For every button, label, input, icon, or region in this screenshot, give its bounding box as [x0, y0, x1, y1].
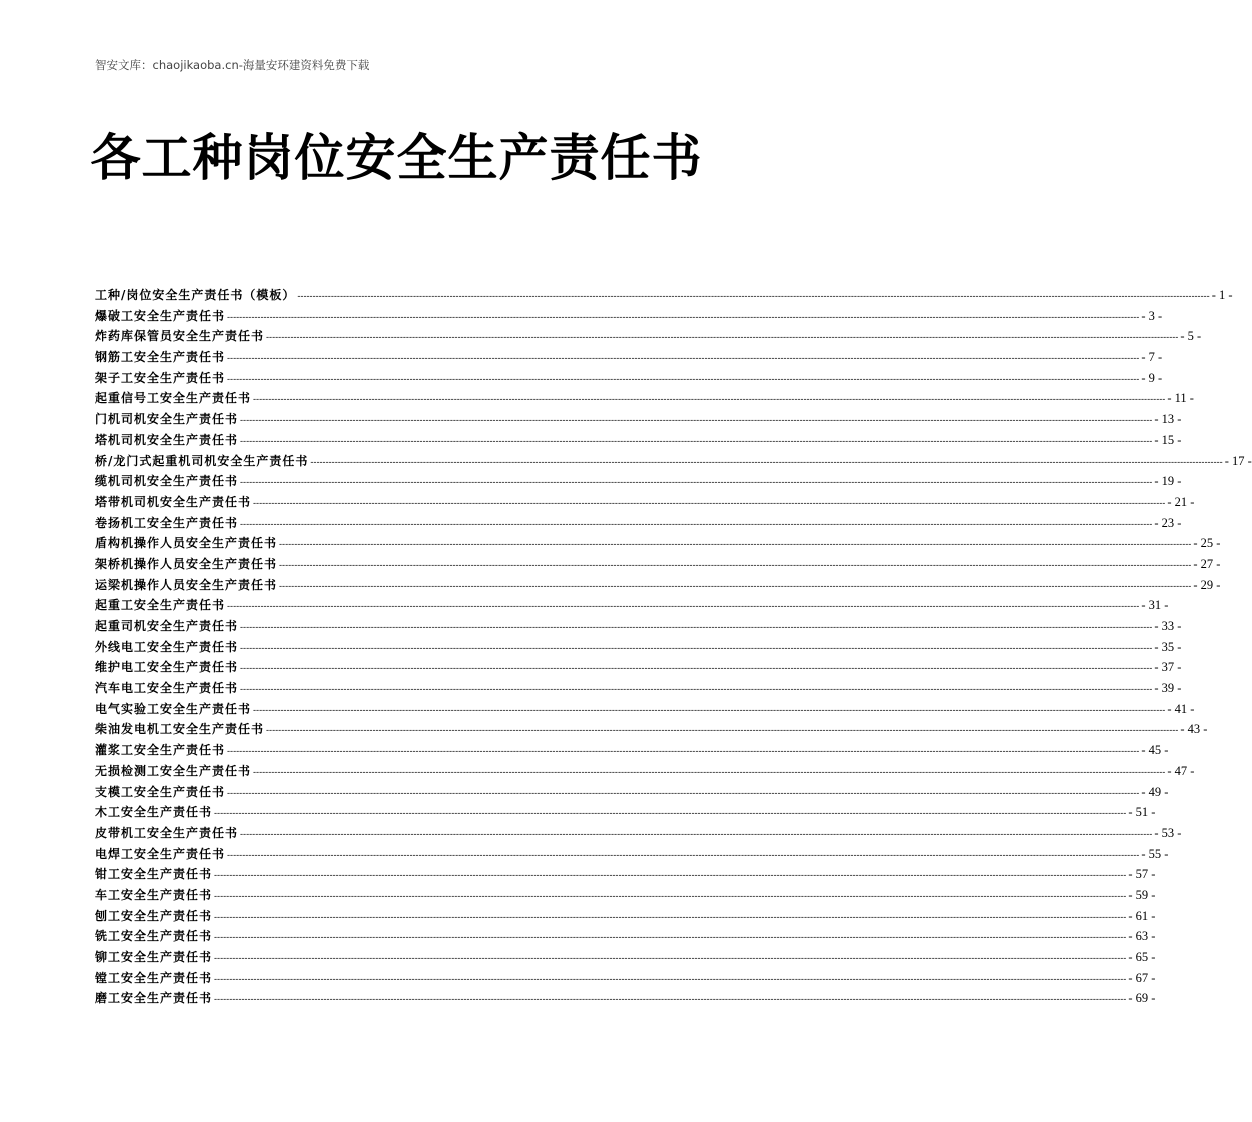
- toc-page-number: - 57 -: [1128, 867, 1156, 882]
- toc-page-number: - 3 -: [1141, 308, 1163, 323]
- toc-page-number: - 67 -: [1128, 970, 1156, 985]
- toc-leader-dots: ------------------------------------------------------------------------------------------------------------------------------------------------------------------------------------------------------------------------------------------------------------------------------------------------------------: [214, 995, 1127, 1006]
- toc-entry[interactable]: [95, 740, 1169, 761]
- toc-leader-dots: ------------------------------------------------------------------------------------------------------------------------------------------------------------------------------------------------------------------------------------------------------------------------------------------------------------: [240, 623, 1153, 633]
- toc-entry-label: 电气实验工安全生产责任书: [95, 701, 252, 716]
- toc-entry[interactable]: [95, 699, 1195, 720]
- toc-page-number: - 33 -: [1154, 619, 1182, 633]
- toc-entry-label: 起重工安全生产责任书: [95, 598, 226, 613]
- toc-entry-label: 镗工安全生产责任书: [95, 970, 213, 985]
- toc-leader-dots: ------------------------------------------------------------------------------------------------------------------------------------------------------------------------------------------------------------------------------------------------------------------------------------------------------------: [253, 705, 1166, 716]
- toc-entry[interactable]: [95, 802, 1156, 823]
- toc-leader-dots: ------------------------------------------------------------------------------------------------------------------------------------------------------------------------------------------------------------------------------------------------------------------------------------------------------------: [227, 374, 1140, 385]
- toc-page-number: - 13 -: [1154, 412, 1182, 427]
- toc-entry-label: 塔带机司机安全生产责任书: [95, 494, 252, 509]
- toc-entry-label: 铆工安全生产责任书: [95, 950, 213, 964]
- toc-entry[interactable]: [95, 719, 1208, 740]
- toc-page-number: - 53 -: [1154, 825, 1182, 840]
- toc-entry[interactable]: [95, 451, 1252, 472]
- toc-leader-dots: ------------------------------------------------------------------------------------------------------------------------------------------------------------------------------------------------------------------------------------------------------------------------------------------------------------: [266, 333, 1179, 344]
- toc-leader-dots: ------------------------------------------------------------------------------------------------------------------------------------------------------------------------------------------------------------------------------------------------------------------------------------------------------------: [240, 478, 1153, 489]
- toc-entry-label: 门机司机安全生产责任书: [95, 412, 239, 427]
- toc-page-number: - 41 -: [1167, 701, 1195, 716]
- toc-entry-label: 运梁机操作人员安全生产责任书: [95, 577, 278, 592]
- toc-leader-dots: ------------------------------------------------------------------------------------------------------------------------------------------------------------------------------------------------------------------------------------------------------------------------------------------------------------: [214, 974, 1127, 985]
- toc-leader-dots: ------------------------------------------------------------------------------------------------------------------------------------------------------------------------------------------------------------------------------------------------------------------------------------------------------------: [240, 519, 1153, 530]
- toc-entry-label: 卷扬机工安全生产责任书: [95, 515, 239, 530]
- toc-entry[interactable]: [95, 409, 1182, 430]
- toc-entry[interactable]: [95, 368, 1163, 389]
- toc-entry[interactable]: [95, 306, 1163, 327]
- toc-entry-label: 皮带机工安全生产责任书: [95, 825, 239, 840]
- toc-entry-label: 汽车电工安全生产责任书: [95, 681, 239, 696]
- toc-entry-label: 架桥机操作人员安全生产责任书: [95, 556, 278, 571]
- toc-page-number: - 59 -: [1128, 887, 1156, 902]
- toc-entry[interactable]: [95, 554, 1221, 575]
- document-title: 各工种岗位安全生产责任书: [90, 129, 703, 187]
- toc-entry[interactable]: [95, 533, 1221, 554]
- toc-leader-dots: ------------------------------------------------------------------------------------------------------------------------------------------------------------------------------------------------------------------------------------------------------------------------------------------------------------: [279, 560, 1192, 571]
- toc-entry[interactable]: [95, 637, 1182, 658]
- toc-leader-dots: ------------------------------------------------------------------------------------------------------------------------------------------------------------------------------------------------------------------------------------------------------------------------------------------------------------: [310, 457, 1223, 468]
- toc-entry-label: 爆破工安全生产责任书: [95, 308, 226, 323]
- toc-leader-dots: ------------------------------------------------------------------------------------------------------------------------------------------------------------------------------------------------------------------------------------------------------------------------------------------------------------: [227, 850, 1140, 861]
- toc-entry-label: 盾构机操作人员安全生产责任书: [95, 536, 278, 551]
- toc-leader-dots: ------------------------------------------------------------------------------------------------------------------------------------------------------------------------------------------------------------------------------------------------------------------------------------------------------------: [240, 829, 1153, 840]
- toc-entry-label: 起重司机安全生产责任书: [95, 619, 239, 633]
- toc-entry-label: 架子工安全生产责任书: [95, 370, 226, 385]
- toc-page-number: - 69 -: [1128, 991, 1156, 1006]
- toc-entry-label: 电焊工安全生产责任书: [95, 846, 226, 861]
- toc-entry-label: 灌浆工安全生产责任书: [95, 743, 226, 758]
- toc-leader-dots: ------------------------------------------------------------------------------------------------------------------------------------------------------------------------------------------------------------------------------------------------------------------------------------------------------------: [227, 602, 1140, 613]
- toc-page-number: - 61 -: [1128, 908, 1156, 923]
- toc-entry[interactable]: [95, 864, 1156, 885]
- toc-entry[interactable]: [95, 947, 1156, 968]
- toc-page-number: - 55 -: [1141, 846, 1169, 861]
- toc-leader-dots: ------------------------------------------------------------------------------------------------------------------------------------------------------------------------------------------------------------------------------------------------------------------------------------------------------------: [227, 312, 1140, 323]
- toc-entry[interactable]: [95, 782, 1169, 803]
- toc-page-number: - 11 -: [1167, 391, 1194, 406]
- toc-leader-dots: ------------------------------------------------------------------------------------------------------------------------------------------------------------------------------------------------------------------------------------------------------------------------------------------------------------: [240, 643, 1153, 654]
- toc-page-number: - 43 -: [1180, 722, 1208, 737]
- toc-entry-label: 钢筋工安全生产责任书: [95, 350, 226, 365]
- toc-entry[interactable]: [95, 388, 1194, 409]
- toc-page-number: - 65 -: [1128, 950, 1156, 964]
- toc-leader-dots: ------------------------------------------------------------------------------------------------------------------------------------------------------------------------------------------------------------------------------------------------------------------------------------------------------------: [240, 664, 1153, 675]
- toc-entry[interactable]: [95, 492, 1195, 513]
- toc-page-number: - 45 -: [1141, 743, 1169, 758]
- toc-page-number: - 21 -: [1167, 494, 1195, 509]
- toc-entry[interactable]: [95, 513, 1182, 534]
- toc-page-number: - 37 -: [1154, 660, 1182, 675]
- toc-entry-label: 刨工安全生产责任书: [95, 908, 213, 923]
- toc-leader-dots: ------------------------------------------------------------------------------------------------------------------------------------------------------------------------------------------------------------------------------------------------------------------------------------------------------------: [214, 871, 1127, 882]
- toc-page-number: - 35 -: [1154, 639, 1182, 654]
- toc-entry[interactable]: [95, 326, 1202, 347]
- toc-entry-label: 外线电工安全生产责任书: [95, 639, 239, 654]
- toc-entry-label: 工种/岗位安全生产责任书（模板）: [95, 288, 296, 302]
- toc-entry[interactable]: [95, 988, 1156, 1009]
- toc-leader-dots: ------------------------------------------------------------------------------------------------------------------------------------------------------------------------------------------------------------------------------------------------------------------------------------------------------------: [227, 747, 1140, 758]
- toc-leader-dots: ------------------------------------------------------------------------------------------------------------------------------------------------------------------------------------------------------------------------------------------------------------------------------------------------------------: [253, 767, 1166, 778]
- toc-page-number: - 19 -: [1154, 474, 1182, 489]
- toc-entry[interactable]: [95, 844, 1169, 865]
- toc-leader-dots: ------------------------------------------------------------------------------------------------------------------------------------------------------------------------------------------------------------------------------------------------------------------------------------------------------------: [240, 685, 1153, 696]
- toc-entry-label: 车工安全生产责任书: [95, 887, 213, 902]
- toc-leader-dots: ------------------------------------------------------------------------------------------------------------------------------------------------------------------------------------------------------------------------------------------------------------------------------------------------------------: [214, 809, 1127, 820]
- toc-page-number: - 25 -: [1193, 536, 1221, 551]
- toc-page-number: - 63 -: [1128, 929, 1156, 944]
- toc-entry[interactable]: [95, 657, 1182, 678]
- toc-entry[interactable]: [95, 926, 1156, 947]
- toc-entry-label: 塔机司机安全生产责任书: [95, 432, 239, 447]
- toc-page-number: - 1 -: [1211, 288, 1233, 302]
- toc-entry-label: 磨工安全生产责任书: [95, 991, 213, 1006]
- toc-entry-label: 炸药库保管员安全生产责任书: [95, 329, 265, 344]
- toc-page-number: - 51 -: [1128, 805, 1156, 820]
- toc-leader-dots: ------------------------------------------------------------------------------------------------------------------------------------------------------------------------------------------------------------------------------------------------------------------------------------------------------------: [214, 954, 1127, 964]
- toc-entry-label: 桥/龙门式起重机司机安全生产责任书: [95, 453, 309, 468]
- toc-page-number: - 47 -: [1167, 763, 1195, 778]
- toc-entry-label: 无损检测工安全生产责任书: [95, 763, 252, 778]
- toc-page-number: - 31 -: [1141, 598, 1169, 613]
- toc-leader-dots: ------------------------------------------------------------------------------------------------------------------------------------------------------------------------------------------------------------------------------------------------------------------------------------------------------------: [253, 395, 1166, 406]
- toc-leader-dots: ------------------------------------------------------------------------------------------------------------------------------------------------------------------------------------------------------------------------------------------------------------------------------------------------------------: [227, 354, 1140, 365]
- toc-leader-dots: ------------------------------------------------------------------------------------------------------------------------------------------------------------------------------------------------------------------------------------------------------------------------------------------------------------: [266, 726, 1179, 737]
- toc-entry-label: 支模工安全生产责任书: [95, 784, 226, 799]
- toc-leader-dots: ------------------------------------------------------------------------------------------------------------------------------------------------------------------------------------------------------------------------------------------------------------------------------------------------------------: [227, 788, 1140, 799]
- toc-leader-dots: ------------------------------------------------------------------------------------------------------------------------------------------------------------------------------------------------------------------------------------------------------------------------------------------------------------: [279, 581, 1192, 592]
- toc-leader-dots: ------------------------------------------------------------------------------------------------------------------------------------------------------------------------------------------------------------------------------------------------------------------------------------------------------------: [279, 540, 1192, 551]
- toc-entry-label: 木工安全生产责任书: [95, 805, 213, 820]
- toc-page-number: - 39 -: [1154, 681, 1182, 696]
- toc-entry[interactable]: [95, 430, 1182, 451]
- page-header-source: 智安文库：chaojikaoba.cn-海量安环建资料免费下载: [95, 58, 370, 72]
- toc-page-number: - 15 -: [1154, 432, 1182, 447]
- toc-entry[interactable]: [95, 347, 1163, 368]
- table-of-contents: [95, 285, 1252, 1009]
- toc-entry[interactable]: [95, 616, 1182, 637]
- toc-entry-label: 柴油发电机工安全生产责任书: [95, 722, 265, 737]
- toc-page-number: - 27 -: [1193, 556, 1221, 571]
- toc-entry[interactable]: [95, 678, 1182, 699]
- toc-entry-label: 铣工安全生产责任书: [95, 929, 213, 944]
- toc-entry[interactable]: [95, 575, 1221, 596]
- toc-leader-dots: ------------------------------------------------------------------------------------------------------------------------------------------------------------------------------------------------------------------------------------------------------------------------------------------------------------: [214, 912, 1127, 923]
- toc-entry[interactable]: [95, 471, 1182, 492]
- toc-leader-dots: ------------------------------------------------------------------------------------------------------------------------------------------------------------------------------------------------------------------------------------------------------------------------------------------------------------: [240, 416, 1153, 427]
- toc-entry[interactable]: [95, 761, 1195, 782]
- toc-entry[interactable]: [95, 906, 1156, 927]
- toc-entry[interactable]: [95, 885, 1156, 906]
- toc-page-number: - 29 -: [1193, 577, 1221, 592]
- toc-page-number: - 23 -: [1154, 515, 1182, 530]
- toc-entry[interactable]: [95, 595, 1169, 616]
- toc-entry[interactable]: [95, 968, 1156, 989]
- toc-page-number: - 49 -: [1141, 784, 1169, 799]
- toc-entry[interactable]: [95, 823, 1182, 844]
- toc-leader-dots: ------------------------------------------------------------------------------------------------------------------------------------------------------------------------------------------------------------------------------------------------------------------------------------------------------------: [214, 891, 1127, 902]
- toc-page-number: - 17 -: [1224, 453, 1252, 468]
- toc-leader-dots: ------------------------------------------------------------------------------------------------------------------------------------------------------------------------------------------------------------------------------------------------------------------------------------------------------------: [214, 933, 1127, 944]
- toc-entry-label: 缆机司机安全生产责任书: [95, 474, 239, 489]
- toc-entry-label: 钳工安全生产责任书: [95, 867, 213, 882]
- toc-leader-dots: ------------------------------------------------------------------------------------------------------------------------------------------------------------------------------------------------------------------------------------------------------------------------------------------------------------: [253, 498, 1166, 509]
- toc-leader-dots: ------------------------------------------------------------------------------------------------------------------------------------------------------------------------------------------------------------------------------------------------------------------------------------------------------------: [297, 292, 1210, 302]
- toc-page-number: - 5 -: [1180, 329, 1202, 344]
- toc-entry[interactable]: [95, 285, 1233, 306]
- toc-entry-label: 维护电工安全生产责任书: [95, 660, 239, 675]
- toc-entry-label: 起重信号工安全生产责任书: [95, 391, 252, 406]
- toc-page-number: - 7 -: [1141, 350, 1163, 365]
- toc-page-number: - 9 -: [1141, 370, 1163, 385]
- toc-leader-dots: ------------------------------------------------------------------------------------------------------------------------------------------------------------------------------------------------------------------------------------------------------------------------------------------------------------: [240, 436, 1153, 447]
